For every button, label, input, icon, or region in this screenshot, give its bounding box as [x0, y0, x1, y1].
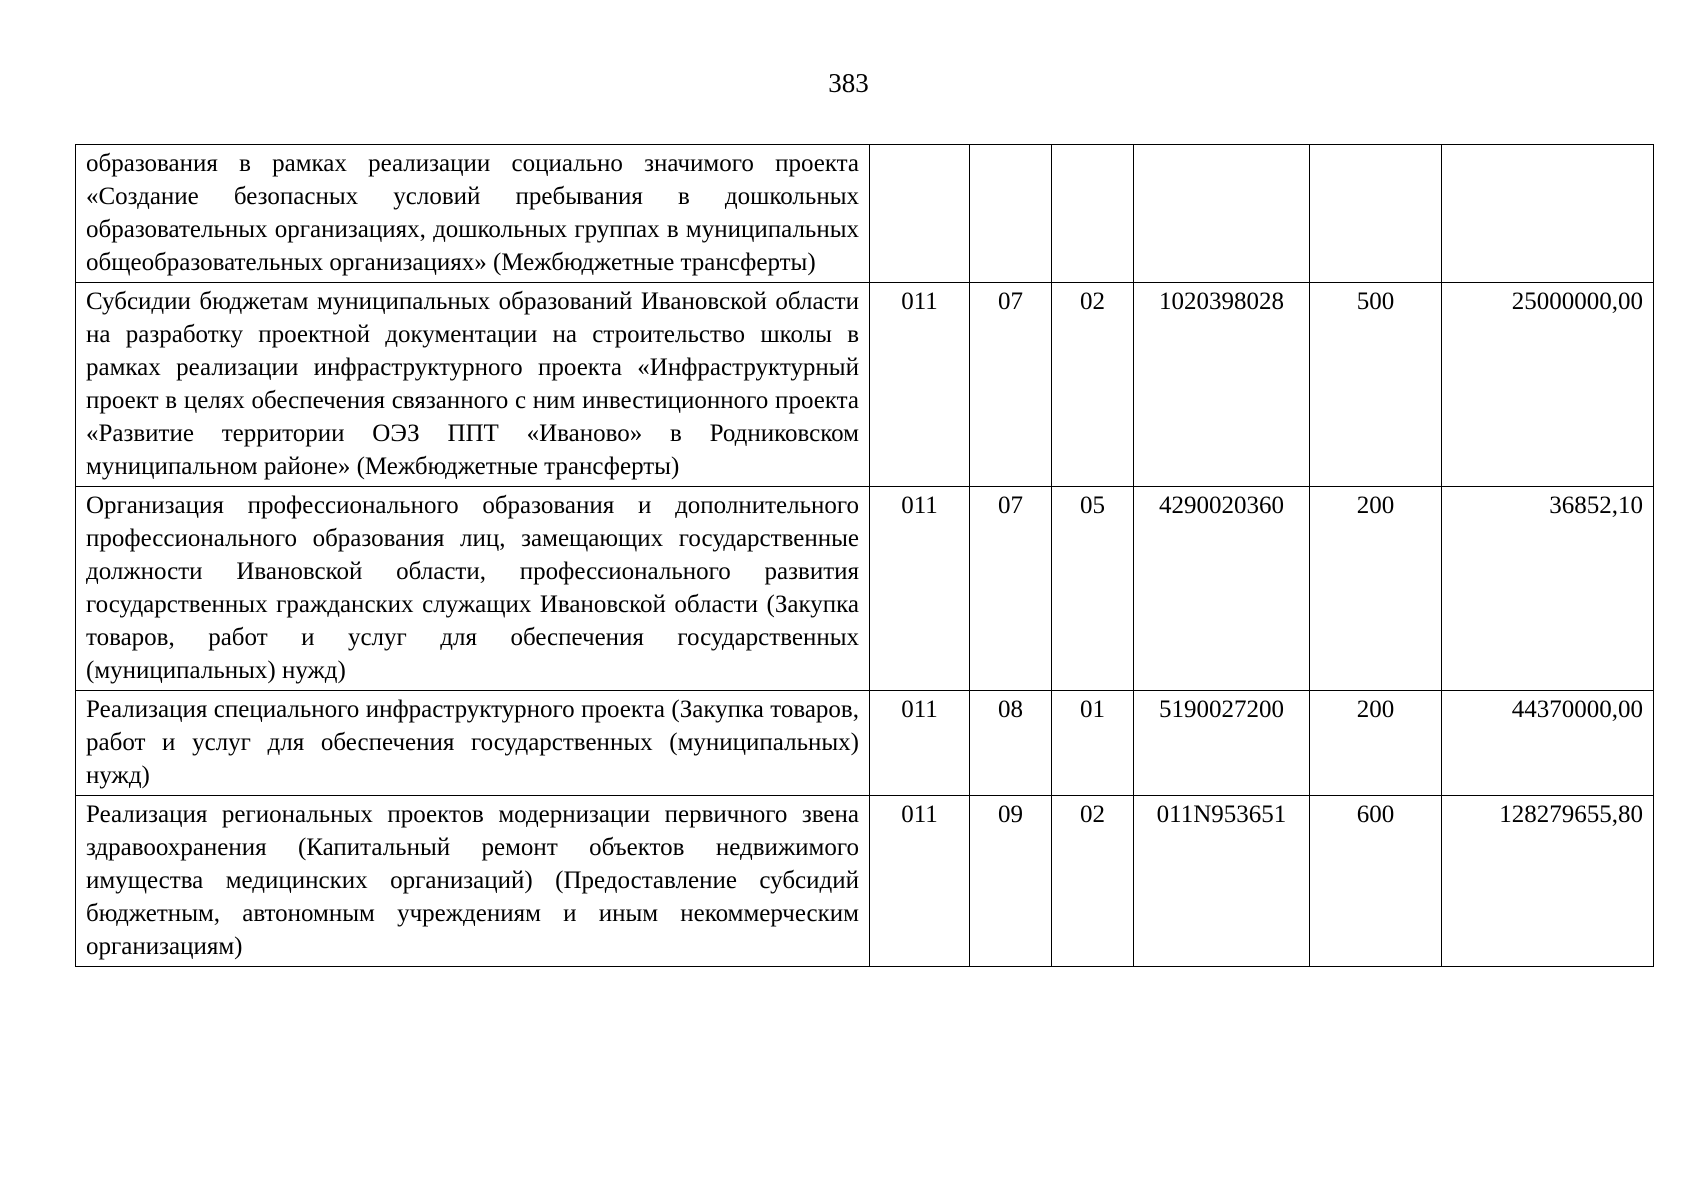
- table-row: [76, 487, 1654, 691]
- ministry-code: 011: [870, 487, 970, 691]
- subsection-code: 02: [1052, 796, 1134, 967]
- subsection-code: [1052, 145, 1134, 283]
- target-item-code: 1020398028: [1134, 283, 1310, 487]
- target-item-code: 5190027200: [1134, 691, 1310, 796]
- amount-cell: 25000000,00: [1442, 283, 1654, 487]
- expense-type-code: 200: [1310, 691, 1442, 796]
- subsection-code: 01: [1052, 691, 1134, 796]
- section-code: 08: [970, 691, 1052, 796]
- amount-cell: 36852,10: [1442, 487, 1654, 691]
- page-number: 383: [828, 68, 869, 98]
- table-row: [76, 691, 1654, 796]
- expense-type-code: 200: [1310, 487, 1442, 691]
- section-code: 07: [970, 283, 1052, 487]
- ministry-code: 011: [870, 796, 970, 967]
- section-code: [970, 145, 1052, 283]
- amount-cell: [1442, 145, 1654, 283]
- expense-type-code: 500: [1310, 283, 1442, 487]
- target-item-code: 4290020360: [1134, 487, 1310, 691]
- ministry-code: 011: [870, 283, 970, 487]
- section-code: 07: [970, 487, 1052, 691]
- ministry-code: [870, 145, 970, 283]
- budget-table: [75, 144, 1654, 967]
- row-description: образования в рамках реализации социально значимого проекта «Создание безопасных условий пребывания в дошкольных образовательных организациях, дошкольных группах в муниципальных общеобразовательных организациях» (Межбюджетные трансферты): [76, 145, 870, 283]
- amount-cell: 128279655,80: [1442, 796, 1654, 967]
- subsection-code: 05: [1052, 487, 1134, 691]
- section-code: 09: [970, 796, 1052, 967]
- table-row: [76, 283, 1654, 487]
- target-item-code: [1134, 145, 1310, 283]
- target-item-code: 011N953651: [1134, 796, 1310, 967]
- row-description: Субсидии бюджетам муниципальных образований Ивановской области на разработку проектной документации на строительство школы в рамках реализации инфраструктурного проекта «Инфраструктурный проект в целях обеспечения связанного с ним инвестиционного проекта «Развитие территории ОЭЗ ППТ «Иваново» в Родниковском муниципальном районе» (Межбюджетные трансферты): [76, 283, 870, 487]
- expense-type-code: [1310, 145, 1442, 283]
- row-description: Организация профессионального образования и дополнительного профессионального образования лиц, замещающих государственные должности Ивановской области, профессионального развития государственных гражданских служащих Ивановской области (Закупка товаров, работ и услуг для обеспечения государственных (муниципальных) нужд): [76, 487, 870, 691]
- subsection-code: 02: [1052, 283, 1134, 487]
- table-row: [76, 145, 1654, 283]
- table-row: [76, 796, 1654, 967]
- row-description: Реализация региональных проектов модернизации первичного звена здравоохранения (Капитальный ремонт объектов недвижимого имущества медицинских организаций) (Предоставление субсидий бюджетным, автономным учреждениям и иным некоммерческим организациям): [76, 796, 870, 967]
- ministry-code: 011: [870, 691, 970, 796]
- row-description: Реализация специального инфраструктурного проекта (Закупка товаров, работ и услуг для обеспечения государственных (муниципальных) нужд): [76, 691, 870, 796]
- amount-cell: 44370000,00: [1442, 691, 1654, 796]
- expense-type-code: 600: [1310, 796, 1442, 967]
